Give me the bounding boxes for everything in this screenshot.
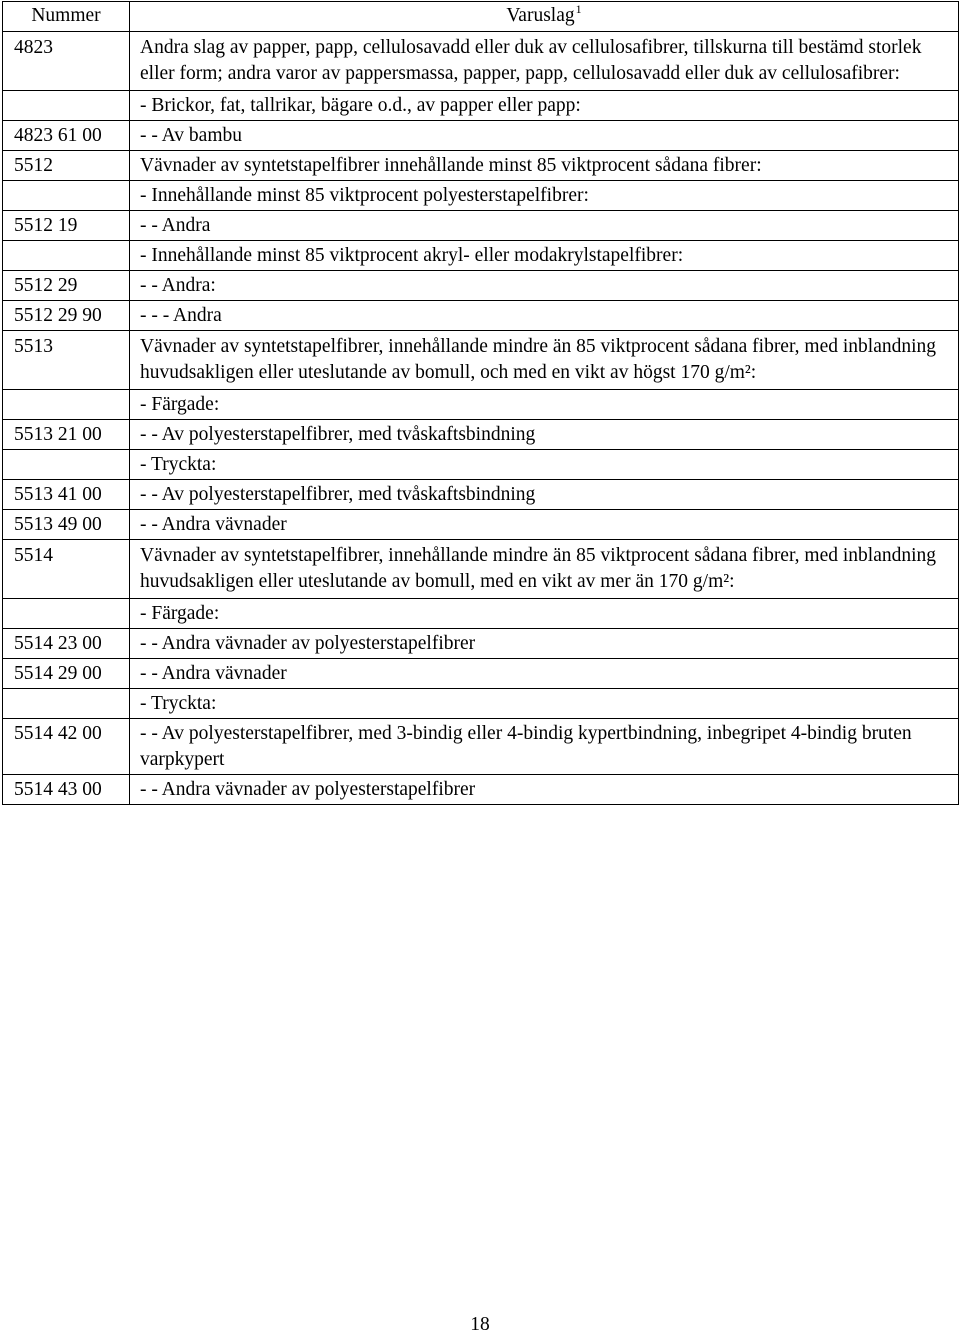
- table-row: [3, 121, 959, 151]
- description-cell: - - Andra vävnader av polyesterstapelfibrer: [130, 775, 959, 805]
- heading-number-cell: 4823: [3, 32, 130, 91]
- heading-number-cell: [3, 689, 130, 719]
- table-row: [3, 450, 959, 480]
- description-cell: Vävnader av syntetstapelfibrer, innehållande mindre än 85 viktprocent sådana fibrer, med inblandning huvudsakligen eller uteslutande av bomull, och med en vikt av högst 170 g/m²:: [130, 331, 959, 390]
- description-cell: - Färgade:: [130, 390, 959, 420]
- heading-number-cell: [3, 241, 130, 271]
- description-cell: - Färgade:: [130, 599, 959, 629]
- description-cell: Vävnader av syntetstapelfibrer, innehållande mindre än 85 viktprocent sådana fibrer, med inblandning huvudsakligen eller uteslutande av bomull, med en vikt av mer än 170 g/m²:: [130, 540, 959, 599]
- heading-number-cell: 5513 41 00: [3, 480, 130, 510]
- table-row: [3, 91, 959, 121]
- page-number: 18: [470, 1314, 490, 1335]
- heading-number-cell: [3, 450, 130, 480]
- table-row: [3, 331, 959, 390]
- heading-number-cell: [3, 390, 130, 420]
- heading-number-cell: 4823 61 00: [3, 121, 130, 151]
- heading-number-cell: 5513: [3, 331, 130, 390]
- table-row: [3, 181, 959, 211]
- tariff-table: [2, 1, 959, 805]
- description-cell: - Innehållande minst 85 viktprocent polyesterstapelfibrer:: [130, 181, 959, 211]
- description-cell: - - Andra vävnader av polyesterstapelfibrer: [130, 629, 959, 659]
- description-cell: - Tryckta:: [130, 689, 959, 719]
- description-cell: - Innehållande minst 85 viktprocent akryl- eller modakrylstapelfibrer:: [130, 241, 959, 271]
- table-row: [3, 390, 959, 420]
- table-row: [3, 151, 959, 181]
- table-row: [3, 510, 959, 540]
- heading-number-cell: [3, 599, 130, 629]
- heading-number-cell: 5514: [3, 540, 130, 599]
- description-cell: - - - Andra: [130, 301, 959, 331]
- heading-number-cell: 5512 29 90: [3, 301, 130, 331]
- table-row: [3, 420, 959, 450]
- description-cell: - - Av polyesterstapelfibrer, med tvåskaftsbindning: [130, 420, 959, 450]
- heading-number-cell: [3, 91, 130, 121]
- heading-number-cell: 5514 29 00: [3, 659, 130, 689]
- table-body: [3, 32, 959, 805]
- description-cell: - - Andra: [130, 211, 959, 241]
- heading-number-cell: 5513 21 00: [3, 420, 130, 450]
- column-header-description-label: Varuslag: [506, 5, 575, 26]
- heading-number-cell: 5512 29: [3, 271, 130, 301]
- table-row: [3, 301, 959, 331]
- table-row: [3, 271, 959, 301]
- table-row: [3, 719, 959, 775]
- description-cell: Vävnader av syntetstapelfibrer innehållande minst 85 viktprocent sådana fibrer:: [130, 151, 959, 181]
- heading-number-cell: [3, 181, 130, 211]
- footnote-marker: 1: [575, 2, 582, 16]
- heading-number-cell: 5514 23 00: [3, 629, 130, 659]
- table-row: [3, 659, 959, 689]
- description-cell: - - Andra:: [130, 271, 959, 301]
- description-cell: Andra slag av papper, papp, cellulosavadd eller duk av cellulosafibrer, tillskurna till bestämd storlek eller form; andra varor av pappersmassa, papper, papp, cellulosavadd eller duk av cellulosafibrer:: [130, 32, 959, 91]
- column-header-description: [130, 2, 959, 32]
- description-cell: - - Av polyesterstapelfibrer, med 3-bindig eller 4-bindig kypertbindning, inbegripet 4-bindig bruten varpkypert: [130, 719, 959, 775]
- table-row: [3, 32, 959, 91]
- table-row: [3, 540, 959, 599]
- description-cell: - - Andra vävnader: [130, 659, 959, 689]
- description-cell: - Brickor, fat, tallrikar, bägare o.d., av papper eller papp:: [130, 91, 959, 121]
- heading-number-cell: 5514 42 00: [3, 719, 130, 775]
- table-row: [3, 599, 959, 629]
- description-cell: - - Av bambu: [130, 121, 959, 151]
- description-cell: - - Av polyesterstapelfibrer, med tvåskaftsbindning: [130, 480, 959, 510]
- description-cell: - - Andra vävnader: [130, 510, 959, 540]
- table-row: [3, 629, 959, 659]
- heading-number-cell: 5512 19: [3, 211, 130, 241]
- column-header-number: Nummer: [3, 2, 130, 32]
- heading-number-cell: 5513 49 00: [3, 510, 130, 540]
- table-row: [3, 775, 959, 805]
- table-row: [3, 480, 959, 510]
- description-cell: - Tryckta:: [130, 450, 959, 480]
- heading-number-cell: 5514 43 00: [3, 775, 130, 805]
- table-row: [3, 689, 959, 719]
- table-row: [3, 241, 959, 271]
- table-header-row: [3, 2, 959, 32]
- heading-number-cell: 5512: [3, 151, 130, 181]
- table-row: [3, 211, 959, 241]
